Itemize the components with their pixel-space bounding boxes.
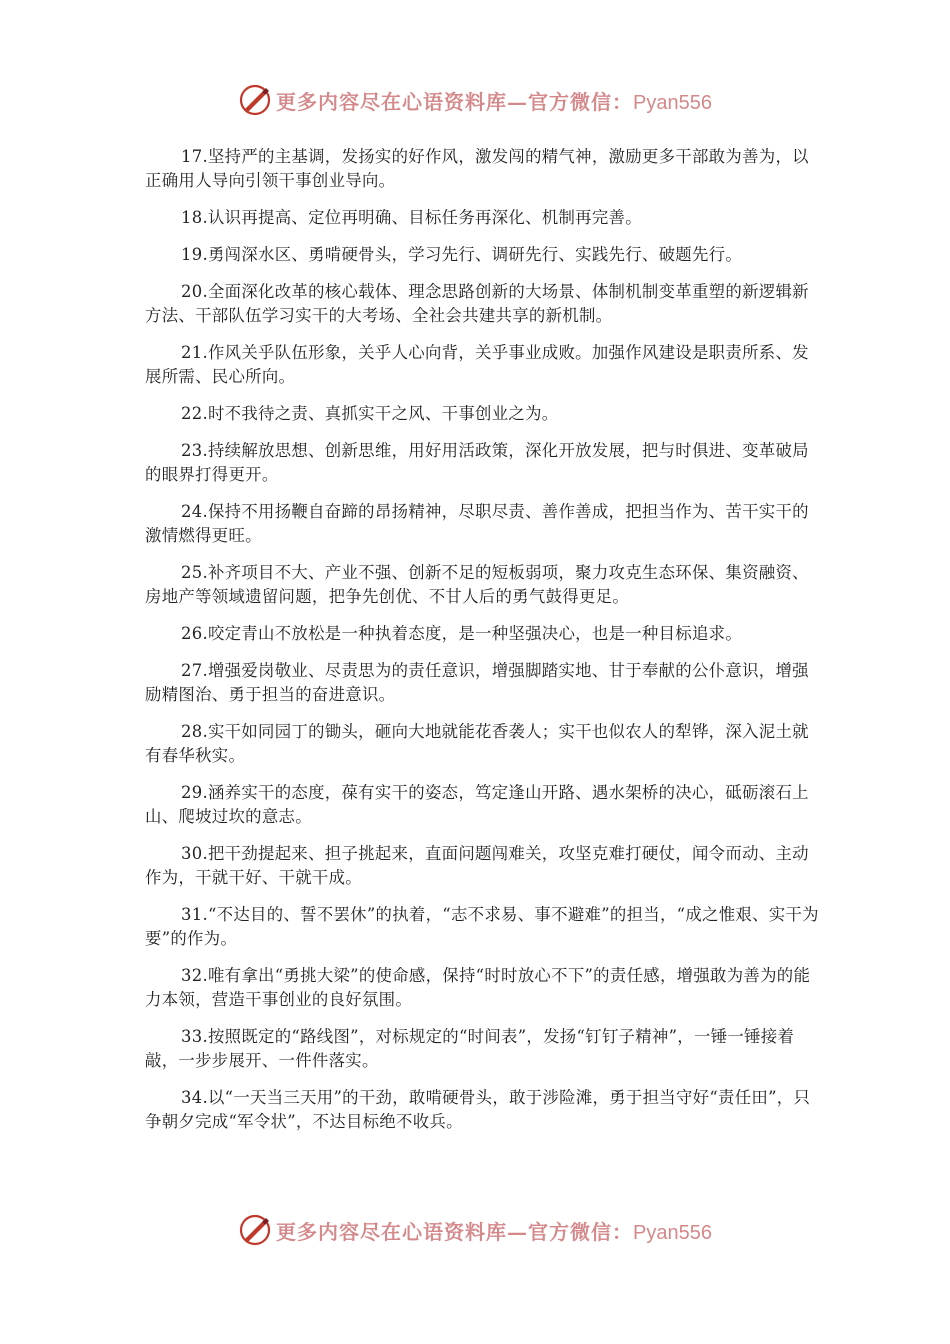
- paragraph-30: 30.把干劲提起来、担子挑起来，直面问题闯难关，攻坚克难打硬仗，闻令而动、主动作为，干就干好、干就干成。: [145, 844, 809, 887]
- footer-cn-text: 更多内容尽在心语资料库—官方微信：: [276, 1219, 634, 1244]
- paragraph-17: 17.坚持严的主基调，发扬实的好作风，激发闯的精气神，激励更多干部敢为善为，以正确用人导向引领干事创业导向。: [145, 147, 809, 190]
- pen-circle-logo-icon: [238, 83, 272, 117]
- paragraph-24: 24.保持不用扬鞭自奋蹄的昂扬精神，尽职尽责、善作善成，把担当作为、苦干实干的激情燃得更旺。: [145, 502, 809, 545]
- paragraph-34: 34.以“一天当三天用”的干劲，敢啃硬骨头，敢于涉险滩，勇于担当守好“责任田”，只争朝夕完成“军令状”，不达目标绝不收兵。: [145, 1088, 811, 1131]
- paragraph-33: 33.按照既定的“路线图”，对标规定的“时间表”，发扬“钉钉子精神”，一锤一锤接着敲，一步步展开、一件件落实。: [145, 1027, 795, 1070]
- document-body: [145, 145, 820, 1147]
- paragraph-26: 26.咬定青山不放松是一种执着态度，是一种坚强决心，也是一种目标追求。: [181, 624, 743, 643]
- paragraph-18: 18.认识再提高、定位再明确、目标任务再深化、机制再完善。: [181, 208, 642, 227]
- paragraph-27: 27.增强爱岗敬业、尽责思为的责任意识，增强脚踏实地、甘于奉献的公仆意识，增强励精图治、勇于担当的奋进意识。: [145, 661, 809, 704]
- footer-banner: [0, 1210, 950, 1250]
- header-banner: [0, 80, 950, 120]
- paragraph-19: 19.勇闯深水区、勇啃硬骨头，学习先行、调研先行、实践先行、破题先行。: [181, 245, 743, 264]
- header-text: [276, 86, 712, 115]
- paragraph-25: 25.补齐项目不大、产业不强、创新不足的短板弱项，聚力攻克生态环保、集资融资、房地产等领域遗留问题，把争先创优、不甘人后的勇气鼓得更足。: [145, 563, 809, 606]
- paragraph-28: 28.实干如同园丁的锄头，砸向大地就能花香袭人；实干也似农人的犁铧，深入泥土就有春华秋实。: [145, 722, 809, 765]
- paragraph-31: 31.“不达目的、誓不罢休”的执着，“志不求易、事不避难”的担当，“成之惟艰、实干为要”的作为。: [145, 905, 819, 948]
- paragraph-22: 22.时不我待之责、真抓实干之风、干事创业之为。: [181, 404, 559, 423]
- paragraph-23: 23.持续解放思想、创新思维，用好用活政策，深化开放发展，把与时俱进、变革破局的眼界打得更开。: [145, 441, 809, 484]
- paragraph-20: 20.全面深化改革的核心载体、理念思路创新的大场景、体制机制变革重塑的新逻辑新方法、干部队伍学习实干的大考场、全社会共建共享的新机制。: [145, 282, 809, 325]
- paragraph-32: 32.唯有拿出“勇挑大梁”的使命感，保持“时时放心不下”的责任感，增强敢为善为的能力本领，营造干事创业的良好氛围。: [145, 966, 811, 1009]
- header-wechat-id: Pyan556: [633, 91, 712, 114]
- paragraph-21: 21.作风关乎队伍形象，关乎人心向背，关乎事业成败。加强作风建设是职责所系、发展所需、民心所向。: [145, 343, 809, 386]
- footer-text: [276, 1216, 712, 1245]
- header-cn-text: 更多内容尽在心语资料库—官方微信：: [276, 89, 634, 114]
- footer-wechat-id: Pyan556: [633, 1221, 712, 1244]
- pen-circle-logo-icon: [238, 1213, 272, 1247]
- paragraph-29: 29.涵养实干的态度，葆有实干的姿态，笃定逢山开路、遇水架桥的决心，砥砺滚石上山、爬坡过坎的意志。: [145, 783, 809, 826]
